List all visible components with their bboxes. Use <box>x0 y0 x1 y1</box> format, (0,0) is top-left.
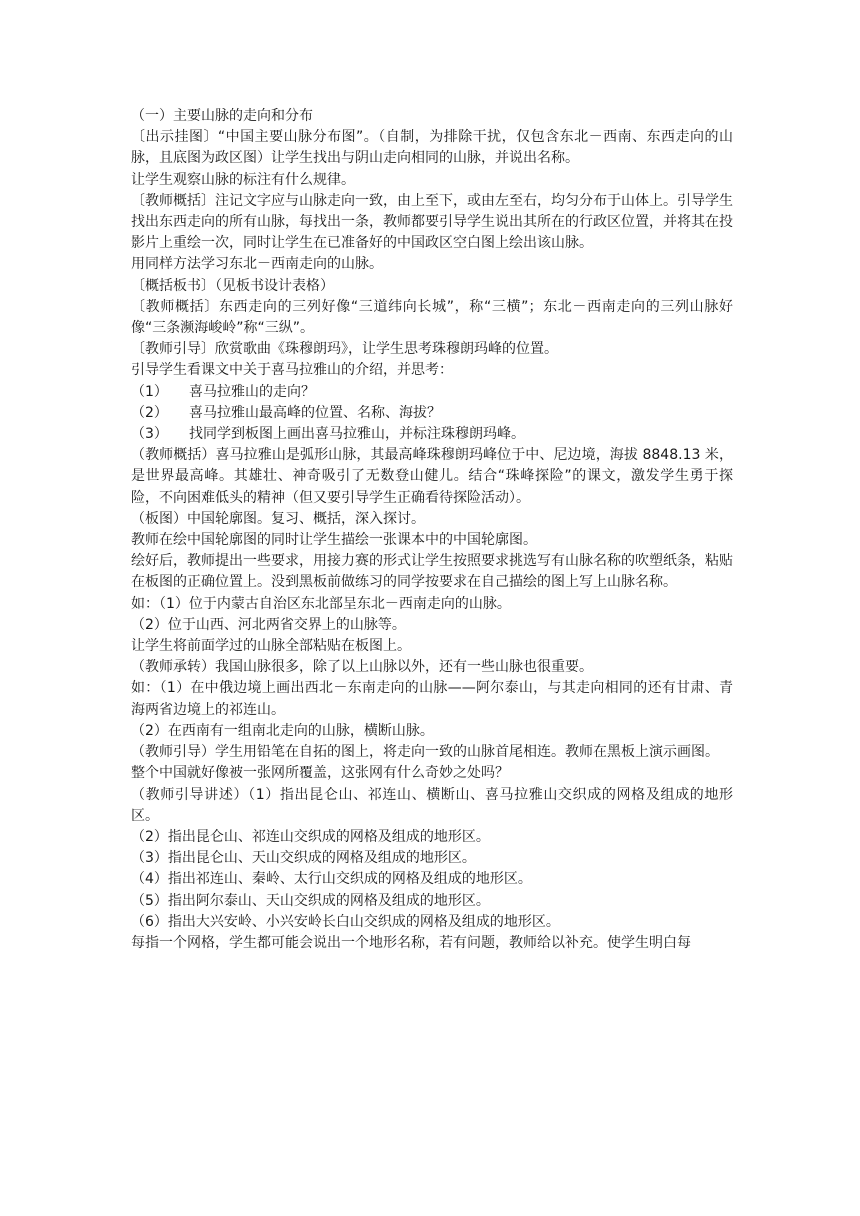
paragraph: 绘好后，教师提出一些要求，用接力赛的形式让学生按照要求挑选写有山脉名称的吹塑纸条，粘贴在板图的正确位置上。没到黑板前做练习的同学按要求在自己描绘的图上写上山脉名称。 <box>131 553 733 591</box>
question-text: 找同学到板图上画出喜马拉雅山，并标注珠穆朗玛峰。 <box>189 426 525 443</box>
paragraph: （6）指出大兴安岭、小兴安岭长白山交织成的网格及组成的地形区。 <box>131 913 560 930</box>
paragraph: 整个中国就好像被一张网所覆盖，这张网有什么奇妙之处吗？ <box>131 765 509 782</box>
paragraph: （2）在西南有一组南北走向的山脉，横断山脉。 <box>131 722 434 739</box>
paragraph: （2）位于山西、河北两省交界上的山脉等。 <box>131 616 406 633</box>
paragraph: 〔教师概括〕东西走向的三列好像“三道纬向长城”，称“三横”；东北－西南走向的三列山脉好像“三条濒海峻岭”称“三纵”。 <box>131 298 733 337</box>
paragraph: （2）指出昆仑山、祁连山交织成的网格及组成的地形区。 <box>131 828 490 845</box>
document-body <box>131 106 733 954</box>
paragraph: 用同样方法学习东北－西南走向的山脉。 <box>131 256 383 273</box>
paragraph: （板图）中国轮廓图。复习、概括，深入探讨。 <box>131 510 425 527</box>
paragraph: 〔教师概括〕注记文字应与山脉走向一致，由上至下，或由左至右，均匀分布于山体上。引导学生找出东西走向的所有山脉，每找出一条，教师都要引导学生说出其所在的行政区位置，并将其在投影片上重绘一次，同时让学生在已准备好的中国政区空白图上绘出该山脉。 <box>131 192 733 252</box>
paragraph: （5）指出阿尔泰山、天山交织成的网格及组成的地形区。 <box>131 892 490 909</box>
paragraph: （3）指出昆仑山、天山交织成的网格及组成的地形区。 <box>131 850 476 867</box>
paragraph: 让学生观察山脉的标注有什么规律。 <box>131 171 355 188</box>
paragraph: 每指一个网格，学生都可能会说出一个地形名称，若有问题，教师给以补充。使学生明白每 <box>131 934 691 951</box>
question-item <box>131 424 733 445</box>
paragraph: 如：（1）位于内蒙古自治区东北部呈东北－西南走向的山脉。 <box>131 595 511 612</box>
paragraph: （教师引导讲述）（1）指出昆仑山、祁连山、横断山、喜马拉雅山交织成的网格及组成的地形区。 <box>131 786 733 824</box>
question-item <box>131 382 733 403</box>
paragraph: （教师引导）学生用铅笔在自拓的图上，将走向一致的山脉首尾相连。教师在黑板上演示画图。 <box>131 744 719 761</box>
paragraph: （4）指出祁连山、秦岭、太行山交织成的网格及组成的地形区。 <box>131 871 532 888</box>
question-text: 喜马拉雅山的走向？ <box>189 383 315 400</box>
question-item <box>131 403 733 424</box>
question-text: 喜马拉雅山最高峰的位置、名称、海拔？ <box>189 404 441 421</box>
paragraph: 如：（1）在中俄边境上画出西北－东南走向的山脉——阿尔泰山，与其走向相同的还有甘肃、青海两省边境上的祁连山。 <box>131 680 733 718</box>
paragraph: 让学生将前面学过的山脉全部粘贴在板图上。 <box>131 638 411 655</box>
paragraph: （教师承转）我国山脉很多，除了以上山脉以外，还有一些山脉也很重要。 <box>131 659 593 676</box>
paragraph: 〔教师引导〕欣赏歌曲《珠穆朗玛》，让学生思考珠穆朗玛峰的位置。 <box>131 341 558 358</box>
paragraph: （教师概括）喜马拉雅山是弧形山脉，其最高峰珠穆朗玛峰位于中、尼边境，海拔 8848.13 米，是世界最高峰。其雄壮、神奇吸引了无数登山健儿。结合“珠峰探险”的课文，激发学生勇于探险，不向困难低头的精神（但又要引导学生正确看待探险活动）。 <box>131 447 733 506</box>
paragraph: 教师在绘中国轮廓图的同时让学生描绘一张课本中的中国轮廓图。 <box>131 532 537 549</box>
paragraph: 〔出示挂图〕“中国主要山脉分布图”。（自制，为排除干扰，仅包含东北－西南、东西走向的山脉，且底图为政区图）让学生找出与阴山走向相同的山脉，并说出名称。 <box>131 129 733 167</box>
question-number: （1） <box>131 383 168 400</box>
paragraph: 〔概括板书〕（见板书设计表格） <box>131 277 334 294</box>
question-number: （2） <box>131 404 168 421</box>
question-number: （3） <box>131 426 168 443</box>
section-heading: （一）主要山脉的走向和分布 <box>131 108 313 124</box>
paragraph: 引导学生看课文中关于喜马拉雅山的介绍，并思考： <box>131 362 453 379</box>
